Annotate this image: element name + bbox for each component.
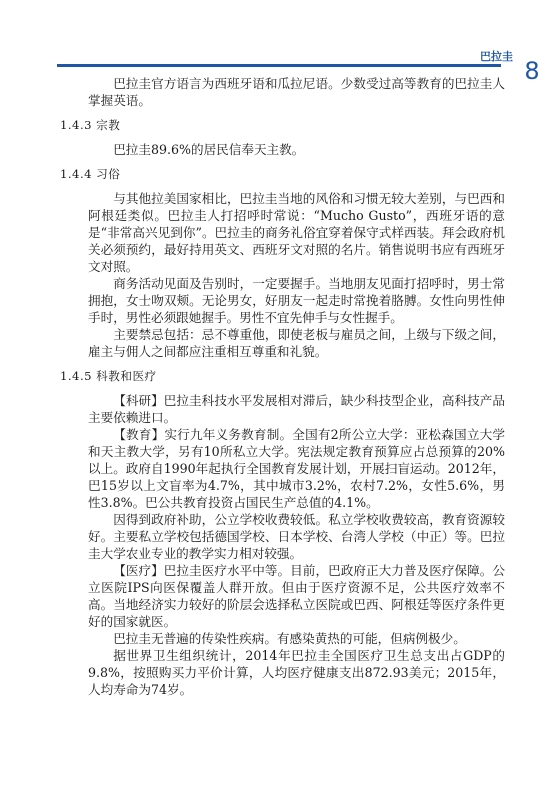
- customs-paragraph: 商务活动见面及告别时，一定要握手。当地朋友见面打招呼时，男士常拥抱，女士吻双颊。无论男女，好朋友一起走时常挽着胳膊。女性向男性伸手时，男性必须跟她握手。男性不宜先伸手与女性握手。: [88, 276, 505, 325]
- education-paragraph-2: 因得到政府补助，公立学校收费较低。私立学校收费较高，教育资源较好。主要私立学校包括德国学校、日本学校、台湾人学校（中正）等。巴拉圭大学农业专业的教学实力相对较强。: [88, 512, 505, 561]
- page-body: [60, 76, 505, 698]
- customs-paragraph: 与其他拉美国家相比，巴拉圭当地的风俗和习惯无较大差别，与巴西和阿根廷类似。巴拉圭人打招呼时常说：“Mucho Gusto”，西班牙语的意是“非常高兴见到你”。巴拉圭的商务礼俗宜穿着保守式样西装。拜会政府机关必须预约，最好持用英文、西班牙文对照的名片。销售说明书应有西班牙文对照。: [88, 191, 505, 274]
- running-header-title: 巴拉圭: [480, 50, 513, 63]
- disease-paragraph: 巴拉圭无普遍的传染性疾病。有感染黄热的可能，但病例极少。: [113, 631, 466, 646]
- page-number: 8: [524, 57, 540, 85]
- section-heading-education-health: 1.4.5 科教和医疗: [60, 369, 157, 383]
- education-paragraph: 【教育】实行九年义务教育制。全国有2所公立大学：亚松森国立大学和天主教大学，另有10所私立大学。宪法规定教育预算应占总预算的20%以上。政府自1990年起执行全国教育发展计划，开展扫盲运动。2012年，巴15岁以上文盲率为4.7%，其中城市3.2%，农村7.2%，女性5.6%，男性3.8%。巴公共教育投资占国民生产总值的4.1%。: [88, 427, 505, 510]
- language-paragraph: 巴拉圭官方语言为西班牙语和瓜拉尼语。少数受过高等教育的巴拉圭人掌握英语。: [88, 76, 505, 108]
- research-paragraph: 【科研】巴拉圭科技水平发展相对滞后，缺少科技型企业，高科技产品主要依赖进口。: [88, 393, 505, 425]
- section-heading-customs: 1.4.4 习俗: [60, 167, 121, 181]
- customs-paragraph: 主要禁忌包括：忌不尊重他，即使老板与雇员之间，上级与下级之间，雇主与佣人之间都应注重相互尊重和礼貌。: [88, 327, 505, 359]
- header-rule: [57, 64, 501, 67]
- medical-paragraph: 【医疗】巴拉圭医疗水平中等。目前，巴政府正大力普及医疗保障。公立医院IPS向医保覆盖人群开放。但由于医疗资源不足，公共医疗效率不高。当地经济实力较好的阶层会选择私立医院或巴西、阿根廷等医疗条件更好的国家就医。: [88, 563, 505, 629]
- who-statistics-paragraph: 据世界卫生组织统计，2014年巴拉圭全国医疗卫生总支出占GDP的9.8%，按照购买力平价计算，人均医疗健康支出872.93美元；2015年，人均寿命为74岁。: [88, 648, 505, 697]
- section-heading-religion: 1.4.3 宗教: [60, 118, 121, 132]
- religion-paragraph: 巴拉圭89.6%的居民信奉天主教。: [113, 142, 305, 157]
